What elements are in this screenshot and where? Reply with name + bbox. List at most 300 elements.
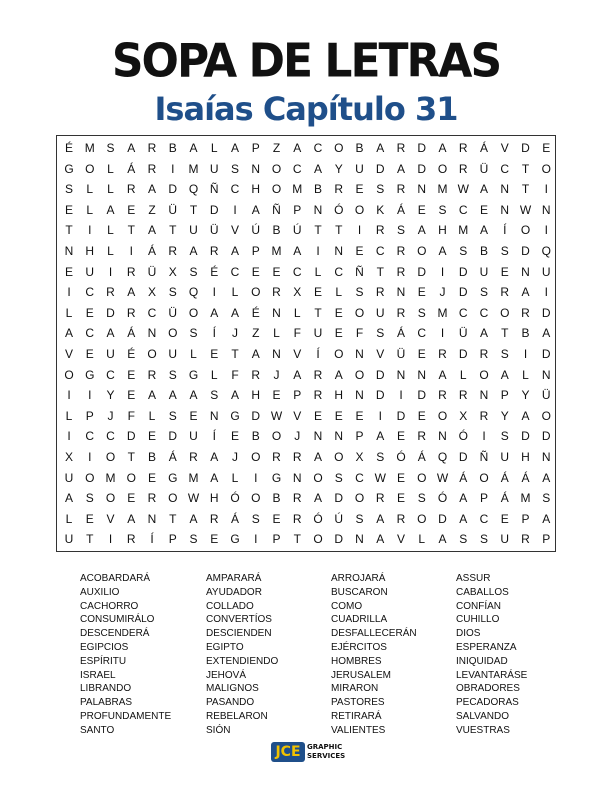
grid-letter: U	[500, 450, 510, 464]
grid-letter: I	[523, 347, 528, 361]
grid-letter: A	[542, 326, 551, 341]
grid-letter: F	[127, 408, 135, 423]
grid-letter: A	[396, 161, 405, 176]
grid-letter: L	[148, 408, 156, 423]
grid-letter: R	[375, 491, 385, 506]
grid-letter: O	[313, 470, 323, 485]
grid-letter: R	[396, 264, 406, 279]
grid-letter: C	[313, 141, 323, 155]
grid-letter: N	[396, 285, 406, 300]
grid-letter: N	[147, 326, 157, 341]
grid-letter: C	[85, 429, 95, 444]
grid-letter: O	[479, 367, 489, 382]
grid-letter: R	[438, 388, 447, 403]
grid-letter: P	[500, 388, 509, 403]
grid-letter: L	[293, 305, 301, 320]
grid-letter: N	[355, 347, 364, 361]
word-list-item: CUHILLO	[456, 614, 500, 626]
grid-letter: S	[168, 408, 177, 423]
grid-letter: L	[107, 244, 114, 258]
grid-letter: A	[189, 244, 198, 258]
grid-letter: R	[209, 244, 219, 258]
grid-letter: I	[544, 223, 548, 238]
grid-letter: N	[541, 450, 551, 464]
grid-letter: A	[230, 388, 239, 403]
grid-letter: I	[440, 326, 445, 341]
grid-letter: A	[438, 367, 447, 382]
grid-letter: O	[437, 161, 448, 176]
grid-letter: D	[458, 264, 468, 279]
grid-letter: H	[85, 244, 95, 258]
grid-letter: A	[147, 223, 156, 238]
grid-letter: N	[479, 388, 489, 403]
grid-letter: R	[396, 511, 406, 526]
grid-letter: G	[188, 367, 199, 382]
grid-letter: Í	[212, 326, 216, 341]
grid-letter: S	[189, 532, 198, 547]
grid-letter: R	[147, 141, 157, 155]
grid-letter: E	[127, 491, 136, 506]
grid-letter: A	[313, 161, 322, 176]
grid-letter: C	[106, 367, 115, 382]
grid-letter: O	[313, 532, 323, 547]
grid-letter: V	[376, 347, 385, 361]
grid-letter: S	[459, 244, 468, 258]
grid-letter: Á	[396, 202, 405, 217]
grid-letter: I	[212, 285, 216, 300]
grid-letter: P	[479, 491, 488, 506]
grid-letter: E	[355, 244, 364, 258]
grid-letter: X	[64, 450, 73, 464]
word-list-item: ARROJARÁ	[331, 573, 386, 584]
grid-letter: E	[334, 305, 343, 320]
word-list-item: CONSUMIRÁLO	[80, 614, 155, 626]
grid-letter: O	[354, 367, 365, 382]
grid-letter: U	[355, 161, 364, 176]
grid-letter: D	[375, 367, 385, 382]
grid-letter: M	[292, 182, 303, 197]
grid-letter: O	[188, 305, 199, 320]
grid-letter: N	[334, 429, 344, 444]
word-list-item: CONVERTÍOS	[206, 614, 272, 626]
grid-letter: Y	[500, 408, 509, 423]
grid-letter: O	[520, 223, 531, 238]
grid-letter: L	[418, 532, 426, 547]
grid-letter: C	[458, 305, 468, 320]
grid-letter: Ó	[458, 429, 468, 444]
grid-letter: G	[168, 470, 178, 485]
grid-letter: S	[459, 532, 468, 547]
grid-letter: S	[189, 326, 198, 341]
grid-letter: D	[375, 161, 385, 176]
grid-letter: A	[479, 326, 488, 341]
grid-letter: V	[106, 511, 115, 526]
grid-letter: S	[210, 388, 219, 403]
grid-letter: S	[542, 491, 551, 506]
grid-letter: A	[542, 470, 551, 485]
grid-letter: L	[210, 367, 218, 382]
grid-letter: I	[544, 285, 548, 300]
grid-letter: T	[169, 511, 177, 526]
grid-letter: D	[334, 491, 344, 506]
grid-letter: O	[417, 244, 427, 258]
grid-letter: Ñ	[355, 264, 364, 279]
grid-letter: A	[127, 511, 136, 526]
grid-letter: Q	[437, 450, 448, 464]
word-list-item: ESPÍRITU	[80, 655, 127, 667]
grid-letter: V	[500, 141, 509, 155]
grid-letter: E	[230, 429, 239, 444]
grid-letter: A	[376, 511, 385, 526]
grid-letter: H	[334, 388, 344, 403]
word-list-item: ISRAEL	[80, 669, 116, 681]
grid-letter: M	[188, 470, 199, 485]
grid-letter: E	[396, 429, 405, 444]
word-list-item: DESCIENDEN	[206, 628, 272, 640]
grid-letter: A	[438, 244, 447, 258]
grid-letter: T	[127, 450, 135, 464]
grid-letter: C	[85, 326, 95, 341]
grid-letter: O	[85, 470, 95, 485]
grid-letter: É	[64, 141, 73, 155]
word-list-item: PALABRAS	[80, 697, 133, 709]
grid-letter: S	[500, 347, 509, 361]
grid-letter: D	[521, 429, 530, 444]
grid-letter: S	[500, 244, 509, 258]
grid-letter: A	[106, 202, 115, 217]
grid-letter: E	[334, 326, 343, 341]
grid-letter: A	[127, 141, 136, 155]
grid-letter: B	[521, 326, 530, 341]
grid-letter: E	[64, 202, 73, 217]
grid-letter: R	[334, 182, 344, 197]
grid-letter: V	[64, 347, 73, 361]
grid-letter: C	[292, 161, 302, 176]
grid-letter: A	[479, 182, 488, 197]
grid-letter: H	[521, 450, 530, 464]
grid-letter: A	[313, 450, 322, 464]
word-list-item: AYUDADOR	[206, 586, 262, 598]
grid-letter: G	[85, 367, 95, 382]
grid-letter: E	[147, 470, 156, 485]
grid-letter: R	[251, 367, 261, 382]
grid-letter: S	[479, 532, 488, 547]
grid-letter: D	[521, 141, 530, 155]
grid-letter: Ñ	[209, 182, 219, 197]
grid-letter: N	[438, 429, 447, 444]
grid-letter: G	[271, 470, 282, 485]
grid-letter: L	[231, 470, 239, 485]
grid-letter: C	[334, 264, 344, 279]
grid-letter: S	[334, 470, 343, 485]
grid-letter: R	[479, 347, 489, 361]
grid-letter: Ü	[168, 305, 178, 320]
grid-letter: E	[85, 511, 94, 526]
grid-letter: K	[376, 202, 385, 217]
grid-letter: A	[230, 305, 239, 320]
grid-letter: H	[251, 388, 261, 403]
grid-letter: I	[357, 223, 362, 238]
grid-letter: P	[293, 202, 302, 217]
grid-letter: A	[168, 388, 177, 403]
grid-letter: R	[126, 305, 136, 320]
grid-letter: E	[85, 305, 94, 320]
grid-letter: R	[458, 141, 468, 155]
grid-letter: S	[479, 285, 488, 300]
grid-letter: I	[440, 264, 445, 279]
grid-letter: Ó	[334, 202, 344, 217]
grid-letter: Á	[147, 244, 156, 258]
grid-letter: N	[417, 367, 427, 382]
grid-letter: A	[417, 223, 426, 238]
grid-letter: S	[417, 491, 426, 506]
grid-letter: Á	[127, 161, 136, 176]
grid-letter: W	[374, 470, 386, 485]
grid-letter: X	[147, 285, 156, 300]
grid-letter: W	[270, 408, 283, 423]
grid-letter: S	[189, 264, 198, 279]
grid-letter: S	[376, 450, 385, 464]
grid-letter: N	[272, 305, 281, 320]
grid-letter: E	[313, 285, 322, 300]
grid-letter: T	[521, 182, 530, 197]
grid-letter: R	[126, 532, 136, 547]
grid-letter: P	[272, 532, 281, 547]
grid-letter: S	[396, 223, 405, 238]
grid-letter: R	[168, 244, 178, 258]
word-list-item: AUXILIO	[80, 586, 120, 598]
grid-letter: D	[251, 408, 261, 423]
grid-letter: Q	[188, 182, 199, 197]
grid-letter: Á	[500, 470, 509, 485]
grid-letter: I	[88, 450, 92, 464]
grid-letter: D	[417, 388, 427, 403]
grid-letter: Ñ	[479, 450, 489, 464]
grid-letter: O	[271, 429, 282, 444]
grid-letter: E	[272, 511, 281, 526]
grid-letter: O	[168, 491, 178, 506]
word-list-item: DESFALLECERÁN	[331, 628, 417, 640]
grid-letter: S	[376, 326, 385, 341]
word-list-item: INIQUIDAD	[456, 655, 508, 667]
grid-letter: V	[230, 223, 239, 238]
grid-letter: B	[147, 450, 156, 464]
grid-letter: J	[232, 326, 238, 341]
grid-letter: H	[251, 182, 261, 197]
grid-letter: I	[67, 285, 71, 300]
grid-letter: N	[147, 511, 157, 526]
grid-letter: É	[127, 347, 136, 361]
grid-letter: X	[293, 285, 302, 300]
grid-letter: H	[438, 223, 447, 238]
grid-letter: L	[273, 326, 280, 341]
grid-letter: O	[334, 347, 344, 361]
grid-letter: C	[417, 326, 427, 341]
grid-letter: L	[107, 161, 114, 176]
grid-letter: N	[500, 202, 510, 217]
word-list-item: ESPERANZA	[456, 642, 517, 653]
grid-letter: O	[354, 491, 365, 506]
grid-letter: S	[355, 285, 364, 300]
grid-letter: L	[86, 182, 94, 197]
grid-letter: M	[437, 182, 448, 197]
grid-letter: N	[292, 470, 302, 485]
grid-letter: E	[396, 470, 405, 485]
grid-letter: D	[168, 429, 178, 444]
grid-letter: D	[541, 429, 551, 444]
word-list-item: VUESTRAS	[456, 724, 510, 736]
grid-letter: S	[106, 141, 115, 155]
grid-letter: L	[314, 264, 322, 279]
grid-letter: B	[251, 429, 260, 444]
grid-letter: I	[108, 532, 113, 547]
grid-letter: Á	[230, 511, 239, 526]
word-list-item: HOMBRES	[331, 655, 382, 667]
grid-letter: W	[519, 202, 532, 217]
grid-letter: T	[127, 223, 135, 238]
grid-letter: Á	[396, 326, 405, 341]
grid-letter: S	[417, 305, 426, 320]
grid-letter: D	[521, 244, 530, 258]
word-list-item: PASANDO	[206, 697, 255, 709]
grid-letter: B	[272, 491, 281, 506]
grid-letter: F	[355, 326, 364, 341]
grid-letter: Ó	[396, 450, 406, 464]
grid-letter: A	[106, 326, 115, 341]
grid-letter: O	[354, 202, 365, 217]
grid-letter: P	[85, 408, 94, 423]
grid-letter: U	[479, 264, 489, 279]
grid-letter: L	[190, 347, 197, 361]
grid-letter: A	[293, 141, 302, 155]
grid-letter: R	[189, 450, 198, 464]
grid-letter: E	[189, 408, 198, 423]
grid-letter: O	[251, 491, 261, 506]
grid-letter: D	[438, 511, 447, 526]
grid-letter: U	[541, 264, 551, 279]
word-list-item: CABALLOS	[456, 586, 509, 598]
grid-letter: E	[479, 202, 488, 217]
grid-letter: R	[396, 182, 406, 197]
grid-letter: D	[417, 264, 427, 279]
word-list-item: COMO	[331, 600, 363, 612]
grid-letter: I	[88, 223, 92, 238]
grid-letter: C	[479, 511, 489, 526]
grid-letter: R	[396, 305, 406, 320]
grid-letter: I	[378, 408, 382, 423]
grid-letter: O	[271, 161, 282, 176]
grid-letter: X	[355, 450, 364, 464]
grid-letter: R	[292, 450, 302, 464]
grid-letter: O	[541, 408, 551, 423]
grid-letter: A	[251, 202, 260, 217]
grid-letter: Y	[334, 161, 343, 176]
grid-letter: I	[544, 182, 548, 197]
grid-letter: L	[335, 285, 343, 300]
grid-letter: A	[64, 491, 73, 506]
grid-letter: L	[459, 367, 467, 382]
grid-letter: N	[251, 161, 261, 176]
grid-letter: O	[354, 305, 365, 320]
grid-letter: A	[376, 532, 385, 547]
grid-letter: S	[64, 182, 73, 197]
grid-letter: U	[64, 532, 74, 547]
word-list-item: PASTORES	[331, 697, 385, 709]
grid-letter: T	[314, 223, 322, 238]
grid-letter: E	[500, 511, 509, 526]
grid-letter: A	[459, 511, 468, 526]
grid-letter: A	[293, 367, 302, 382]
grid-letter: U	[85, 264, 95, 279]
grid-letter: Ü	[458, 326, 468, 341]
grid-letter: A	[127, 285, 136, 300]
grid-letter: Á	[521, 470, 530, 485]
grid-letter: T	[65, 223, 73, 238]
grid-letter: O	[251, 285, 261, 300]
grid-letter: E	[313, 408, 322, 423]
grid-letter: E	[210, 347, 219, 361]
grid-letter: I	[129, 244, 133, 258]
grid-letter: W	[457, 182, 469, 197]
publisher-logo	[271, 742, 346, 762]
grid-letter: R	[458, 388, 468, 403]
grid-letter: R	[147, 367, 157, 382]
grid-letter: P	[168, 532, 177, 547]
word-list-item: EGIPTO	[206, 642, 244, 653]
grid-letter: R	[396, 244, 406, 258]
grid-letter: Q	[188, 285, 199, 300]
grid-letter: G	[230, 532, 240, 547]
grid-letter: C	[230, 182, 240, 197]
grid-letter: A	[479, 223, 488, 238]
grid-letter: T	[293, 532, 301, 547]
grid-letter: E	[417, 285, 426, 300]
grid-letter: É	[210, 264, 219, 279]
grid-letter: D	[375, 388, 385, 403]
grid-letter: R	[292, 511, 302, 526]
grid-letter: L	[107, 223, 114, 238]
grid-letter: T	[521, 161, 530, 176]
grid-letter: R	[313, 388, 323, 403]
grid-letter: L	[522, 367, 529, 382]
grid-letter: N	[64, 244, 74, 258]
grid-letter: J	[107, 408, 114, 423]
grid-letter: R	[126, 264, 136, 279]
grid-letter: O	[479, 470, 489, 485]
grid-letter: Y	[106, 388, 115, 403]
grid-letter: J	[232, 450, 238, 464]
grid-letter: U	[313, 326, 323, 341]
grid-letter: M	[84, 141, 95, 155]
grid-letter: T	[169, 223, 177, 238]
grid-letter: W	[187, 491, 200, 506]
grid-letter: E	[355, 182, 364, 197]
page-subtitle: Isaías Capítulo 31	[154, 90, 458, 128]
grid-letter: E	[85, 347, 94, 361]
grid-letter: T	[189, 202, 198, 217]
grid-letter: R	[272, 285, 281, 300]
grid-letter: Z	[252, 326, 260, 341]
grid-letter: Z	[272, 141, 281, 155]
grid-letter: W	[436, 470, 449, 485]
grid-letter: Í	[150, 532, 154, 547]
grid-letter: N	[209, 408, 219, 423]
grid-letter: M	[271, 244, 282, 258]
grid-letter: P	[293, 388, 302, 403]
grid-letter: S	[376, 182, 385, 197]
grid-letter: U	[64, 470, 74, 485]
grid-letter: O	[147, 347, 157, 361]
